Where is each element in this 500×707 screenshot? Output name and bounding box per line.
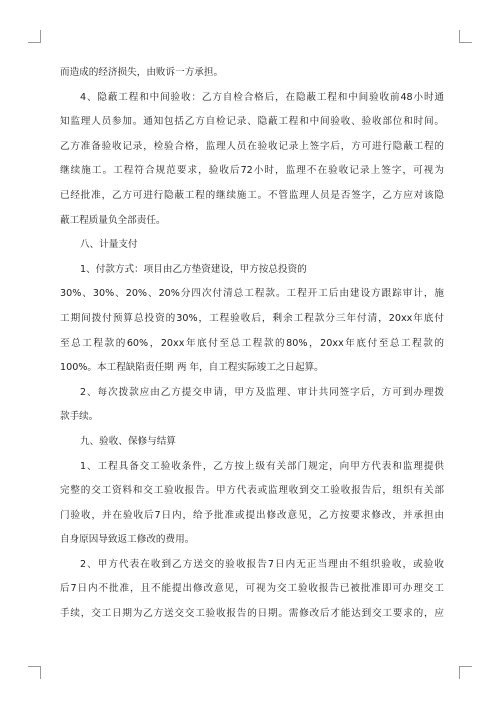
text-line: 蔽工程质量负全部责任。 [60,214,166,226]
text-line: 30%、30%、20%、20%分四次付清总工程款。工程开工后由建设方跟踪审计，施 [60,288,444,300]
text-line: 2、每次拨款应由乙方提交申请，甲方及监理、审计共同签字后，方可到办理拨 [80,386,444,398]
crop-mark-top-left [28,30,41,43]
text-line: 乙方准备验收记录，检验合格，监理人员在验收记录上签字后，方可进行隐蔽工程的 [60,140,444,152]
text-line: 完整的交工资料和交工验收报告。甲方代表或监理收到交工验收报告后，组织有关部 [60,485,444,497]
crop-mark-bottom-right [459,666,472,679]
text-line: 手续，交工日期为乙方送交交工验收报告的日期。需修改后才能达到交工要求的，应 [60,608,444,620]
text-line: 自身原因导致返工修改的费用。 [60,534,195,546]
text-line: 1、工程具备交工验收条件，乙方按上级有关部门规定，向甲方代表和监理提供 [80,460,444,472]
text-line: 100%。本工程缺陷责任期 两 年，自工程实际竣工之日起算。 [60,362,324,374]
text-line: 1、付款方式：项目由乙方垫资建设，甲方按总投资的 [80,263,307,275]
document-body [60,61,444,627]
text-line: 后7日内不批准，且不能提出修改意见，可视为交工验收报告已被批准即可办理交工 [60,583,444,595]
text-line: 门验收，并在验收后7日内，给予批准或提出修改意见，乙方按要求修改，并承担由 [60,509,444,521]
text-line: 继续施工。工程符合规范要求，验收后72小时，监理不在验收记录上签字，可视为 [60,165,444,177]
crop-mark-top-right [459,30,472,43]
text-line: 八、计量支付 [80,239,138,251]
text-line: 工期间拨付预算总投资的30%，工程验收后，剩余工程款分三年付清，20xx年底付 [60,312,444,324]
text-line: 4、隐蔽工程和中间验收：乙方自检合格后，在隐蔽工程和中间验收前48小时通 [80,91,444,103]
text-line: 九、验收、保修与结算 [80,435,176,447]
text-line: 至总工程款的60%，20xx年底付至总工程款的80%，20xx年底付至总工程款的 [60,337,444,349]
text-line: 款手续。 [60,411,99,423]
text-line: 已经批准，乙方可进行隐蔽工程的继续施工。不管监理人员是否签字，乙方应对该隐 [60,189,444,201]
crop-mark-bottom-left [28,666,41,679]
text-line: 知监理人员参加。通知包括乙方自检记录、隐蔽工程和中间验收、验收部位和时间。 [60,116,444,128]
text-line: 2、甲方代表在收到乙方送交的验收报告7日内无正当理由不组织验收，或验收 [80,558,444,570]
text-line: 而造成的经济损失，由败诉一方承担。 [60,67,224,78]
